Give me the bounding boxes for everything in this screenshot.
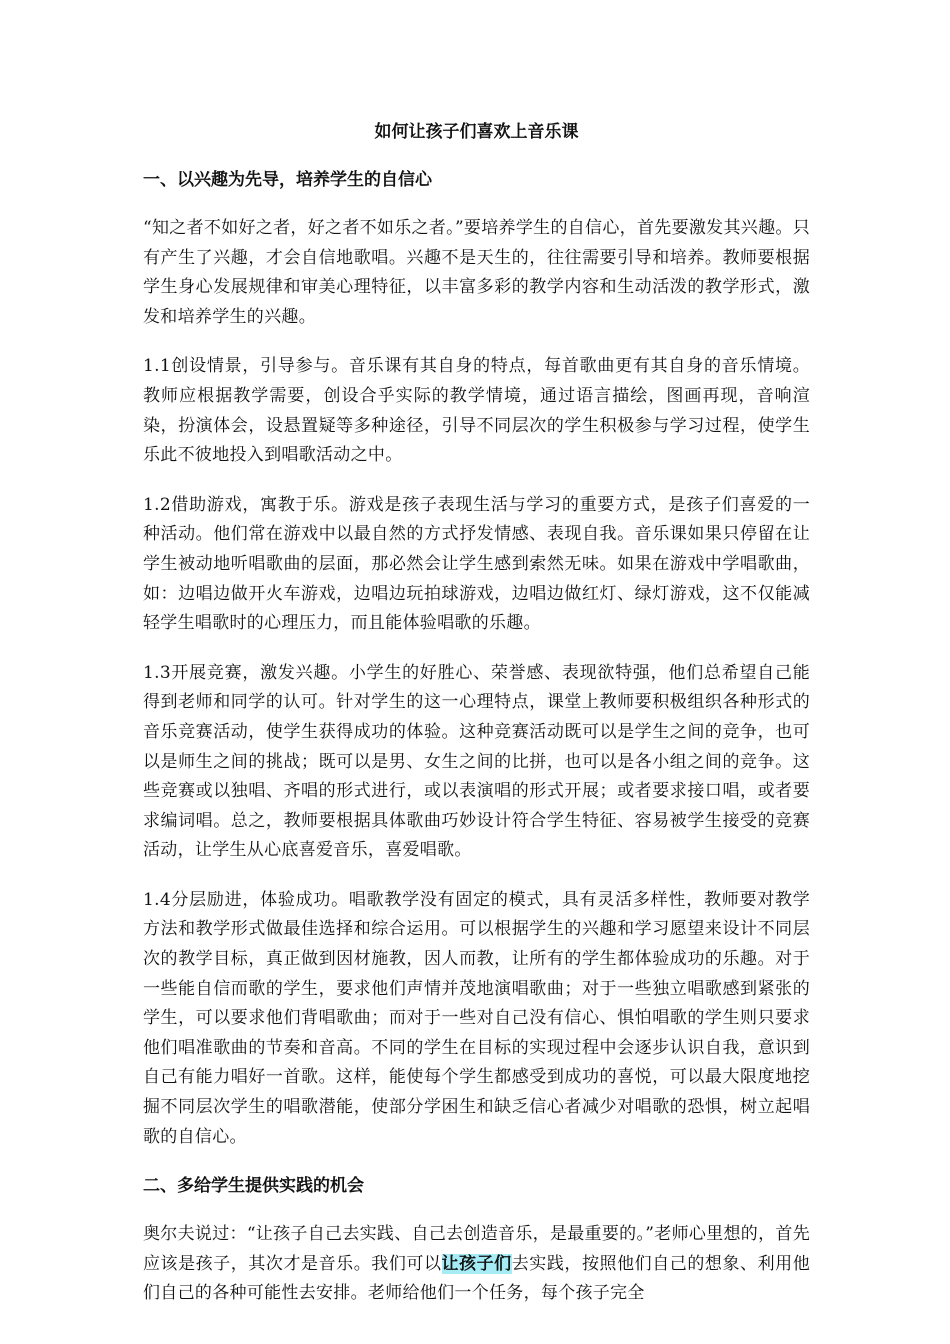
paragraph-1-3: 1.3开展竞赛，激发兴趣。小学生的好胜心、荣誉感、表现欲特强，他们总希望自己能得到老师和同学的认可。针对学生的这一心理特点，课堂上教师要积极组织各种形式的音乐竞赛活动，使学生获得成功的体验。这种竞赛活动既可以是学生之间的竞争，也可以是师生之间的挑战；既可以是男、女生之间的比拼，也可以是各小组之间的竞争。这些竞赛或以独唱、齐唱的形式进行，或以表演唱的形式开展；或者要求接口唱，或者要求编词唱。总之，教师要根据具体歌曲巧妙设计符合学生特征、容易被学生接受的竞赛活动，让学生从心底喜爱音乐，喜爱唱歌。: [143, 662, 810, 861]
document-title: 如何让孩子们喜欢上音乐课: [374, 122, 579, 142]
document-page: [143, 118, 810, 1329]
section-2-heading: 二、多给学生提供实践的机会: [143, 1176, 364, 1197]
section-2-text-after-highlight: 去实践，按照他们自己的想象、利用他们自己的各种可能性去安排。老师给他们一个任务，每个孩子完全: [143, 1253, 810, 1304]
paragraph-1-2: 1.2借助游戏，寓教于乐。游戏是孩子表现生活与学习的重要方式，是孩子们喜爱的一种活动。他们常在游戏中以最自然的方式抒发情感、表现自我。音乐课如果只停留在让学生被动地听唱歌曲的层面，那必然会让学生感到索然无味。如果在游戏中学唱歌曲，如：边唱边做开火车游戏，边唱边玩拍球游戏，边唱边做红灯、绿灯游戏，这不仅能减轻学生唱歌时的心理压力，而且能体验唱歌的乐趣。: [143, 494, 810, 634]
section-2-paragraph: [143, 1220, 810, 1309]
paragraph-1-4: 1.4分层励进，体验成功。唱歌教学没有固定的模式，具有灵活多样性，教师要对教学方法和教学形式做最佳选择和综合运用。可以根据学生的兴趣和学习愿望来设计不同层次的教学目标，真正做到因材施教，因人而教，让所有的学生都体验成功的乐趣。对于一些能自信而歌的学生，要求他们声情并茂地演唱歌曲；对于一些独立唱歌感到紧张的学生，可以要求他们背唱歌曲；而对于一些对自己没有信心、惧怕唱歌的学生则只要求他们唱准歌曲的节奏和音高。不同的学生在目标的实现过程中会逐步认识自我，意识到自己有能力唱好一首歌。这样，能使每个学生都感受到成功的喜悦，可以最大限度地挖掘不同层次学生的唱歌潜能，使部分学困生和缺乏信心者减少对唱歌的恐惧，树立起唱歌的自信心。: [143, 889, 810, 1147]
highlighted-text: 让孩子们: [441, 1253, 512, 1274]
section-1-heading: 一、以兴趣为先导，培养学生的自信心: [143, 170, 432, 190]
paragraph-1-1: 1.1创设情景，引导参与。音乐课有其自身的特点，每首歌曲更有其自身的音乐情境。教师应根据教学需要，创设合乎实际的教学情境，通过语言描绘，图画再现，音响渲染，扮演体会，设悬置疑等多种途径，引导不同层次的学生积极参与学习过程，使学生乐此不彼地投入到唱歌活动之中。: [143, 356, 810, 466]
section-2-text-before-highlight: 奥尔夫说过：“让孩子自己去实践、自己去创造音乐，是最重要的。”老师心里想的，首先应该是孩子，其次才是音乐。我们可以: [143, 1224, 810, 1274]
section-1-intro-paragraph: “知之者不如好之者，好之者不如乐之者。”要培养学生的自信心，首先要激发其兴趣。只有产生了兴趣，才会自信地歌唱。兴趣不是天生的，往往需要引导和培养。教师要根据学生身心发展规律和审美心理特征，以丰富多彩的教学内容和生动活泼的教学形式，激发和培养学生的兴趣。: [143, 218, 810, 327]
